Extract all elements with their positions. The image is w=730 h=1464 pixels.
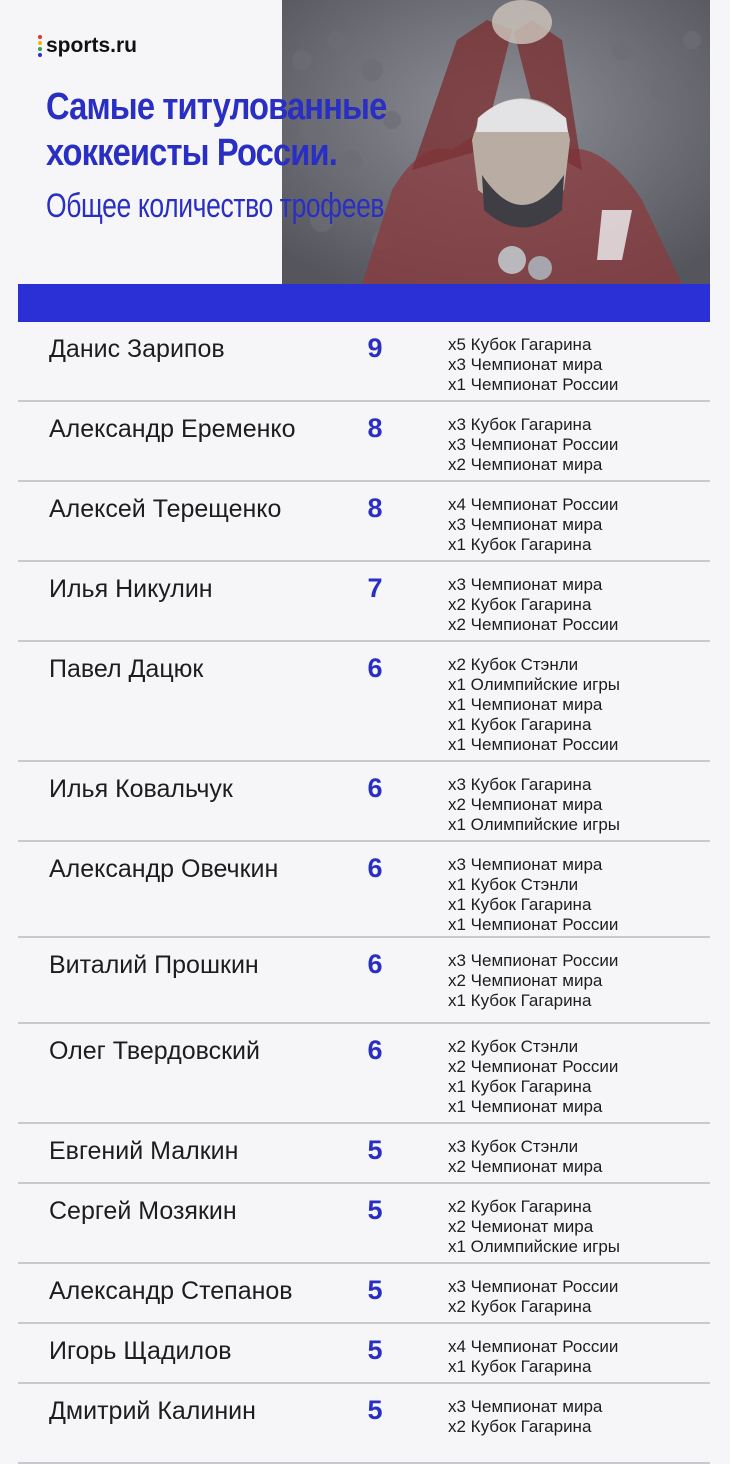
table-row <box>18 1264 710 1324</box>
table-row <box>18 938 710 1024</box>
trophy-item: x1 Кубок Гагарина <box>448 535 592 554</box>
table-row <box>18 1384 710 1464</box>
trophy-item: x2 Чемионат мира <box>448 1217 594 1236</box>
trophy-item: x2 Чемпионат мира <box>448 1157 603 1176</box>
trophy-count: 5 <box>367 1195 383 1225</box>
table-row <box>18 402 710 482</box>
trophy-item: x1 Олимпийские игры <box>448 815 620 834</box>
trophy-list <box>448 415 618 475</box>
trophy-item: x2 Чемпионат России <box>448 1057 619 1076</box>
trophy-list <box>448 335 618 395</box>
trophy-count: 8 <box>367 493 383 523</box>
trophy-count: 5 <box>367 1135 383 1165</box>
trophy-count: 8 <box>367 413 383 443</box>
table-row <box>18 1184 710 1264</box>
trophy-count: 6 <box>367 773 383 803</box>
table-row <box>18 322 710 402</box>
logo-dot-yellow <box>38 41 42 45</box>
trophy-item: x4 Чемпионат России <box>448 1337 619 1356</box>
table-header-bar <box>18 284 710 322</box>
trophy-item: x1 Кубок Гагарина <box>448 1357 592 1376</box>
trophy-count: 6 <box>367 653 383 683</box>
player-name: Дмитрий Калинин <box>49 1397 256 1425</box>
trophy-list <box>448 575 618 635</box>
page-title <box>46 84 386 176</box>
trophy-item: x3 Чемпионат мира <box>448 1397 603 1416</box>
trophy-item: x1 Кубок Гагарина <box>448 1077 592 1096</box>
trophy-list <box>448 1277 618 1317</box>
player-name: Илья Никулин <box>49 575 213 603</box>
player-name: Сергей Мозякин <box>49 1197 237 1225</box>
player-name: Олег Твердовский <box>49 1037 260 1065</box>
logo-dot-blue <box>38 53 42 57</box>
trophy-list <box>448 655 620 755</box>
trophy-item: x1 Олимпийские игры <box>448 675 620 694</box>
title-line-1: Самые титулованные <box>46 86 387 128</box>
trophy-list <box>448 775 620 835</box>
trophy-item: x3 Чемпионат мира <box>448 355 603 374</box>
trophy-item: x2 Кубок Гагарина <box>448 1297 592 1316</box>
table-row <box>18 1024 710 1124</box>
table-row <box>18 842 710 938</box>
trophy-item: x1 Чемпионат мира <box>448 695 603 714</box>
trophy-item: x5 Кубок Гагарина <box>448 335 592 354</box>
trophy-item: x2 Кубок Стэнли <box>448 655 579 674</box>
table-row <box>18 1124 710 1184</box>
trophy-item: x3 Чемпионат мира <box>448 515 603 534</box>
player-name: Илья Ковальчук <box>49 775 233 803</box>
trophy-count: 6 <box>367 853 383 883</box>
player-name: Александр Еременко <box>49 415 296 443</box>
trophy-item: x3 Чемпионат России <box>448 1277 619 1296</box>
trophy-item: x2 Кубок Гагарина <box>448 1417 592 1436</box>
trophy-list <box>448 495 618 555</box>
trophy-item: x3 Кубок Гагарина <box>448 775 592 794</box>
player-name: Алексей Терещенко <box>49 495 282 523</box>
trophy-item: x2 Кубок Гагарина <box>448 1197 592 1216</box>
trophy-item: x3 Чемпионат России <box>448 951 619 970</box>
trophy-item: x3 Кубок Гагарина <box>448 415 592 434</box>
table-row <box>18 1324 710 1384</box>
trophy-count: 6 <box>367 949 383 979</box>
logo-dots-icon <box>38 35 42 57</box>
player-name: Виталий Прошкин <box>49 951 259 979</box>
trophy-item: x1 Олимпийские игры <box>448 1237 620 1256</box>
trophy-item: x3 Кубок Стэнли <box>448 1137 579 1156</box>
trophy-item: x4 Чемпионат России <box>448 495 619 514</box>
trophy-item: x1 Чемпионат мира <box>448 1097 603 1116</box>
trophy-list <box>448 951 618 1011</box>
player-name: Игорь Щадилов <box>49 1337 232 1365</box>
logo-dot-green <box>38 47 42 51</box>
trophy-count: 5 <box>367 1335 383 1365</box>
player-name: Павел Дацюк <box>49 655 204 683</box>
trophy-count: 5 <box>367 1395 383 1425</box>
trophy-item: x3 Чемпионат России <box>448 435 619 454</box>
trophy-item: x1 Чемпионат России <box>448 735 619 754</box>
trophy-item: x2 Чемпионат России <box>448 615 619 634</box>
trophy-item: x1 Кубок Гагарина <box>448 715 592 734</box>
trophy-item: x1 Кубок Гагарина <box>448 991 592 1010</box>
trophy-item: x1 Чемпионат России <box>448 375 619 394</box>
player-name: Данис Зарипов <box>49 335 225 363</box>
table-row <box>18 642 710 762</box>
trophy-item: x1 Чемпионат России <box>448 915 619 934</box>
trophy-item: x1 Кубок Гагарина <box>448 895 592 914</box>
trophy-count: 7 <box>367 573 383 603</box>
trophy-list <box>448 855 618 935</box>
table-row <box>18 762 710 842</box>
player-name: Александр Овечкин <box>49 855 279 883</box>
trophy-item: x2 Чемпионат мира <box>448 455 603 474</box>
trophy-item: x2 Кубок Стэнли <box>448 1037 579 1056</box>
sports-ru-logo[interactable] <box>38 34 137 58</box>
player-name: Александр Степанов <box>49 1277 293 1305</box>
trophy-item: x2 Чемпионат мира <box>448 795 603 814</box>
trophy-count: 5 <box>367 1275 383 1305</box>
trophy-count: 6 <box>367 1035 383 1065</box>
trophy-item: x3 Чемпионат мира <box>448 855 603 874</box>
trophy-item: x3 Чемпионат мира <box>448 575 603 594</box>
trophy-list <box>448 1397 602 1437</box>
header <box>0 0 730 322</box>
table-row <box>18 482 710 562</box>
trophy-item: x2 Кубок Гагарина <box>448 595 592 614</box>
page-subtitle: Общее количество трофеев <box>46 187 385 225</box>
trophy-list <box>448 1137 602 1177</box>
table-row <box>18 562 710 642</box>
trophy-list <box>448 1037 618 1117</box>
player-name: Евгений Малкин <box>49 1137 239 1165</box>
logo-text: sports.ru <box>46 34 138 57</box>
trophy-list <box>448 1337 618 1377</box>
trophy-item: x2 Чемпионат мира <box>448 971 603 990</box>
trophy-item: x1 Кубок Стэнли <box>448 875 579 894</box>
logo-dot-red <box>38 35 42 39</box>
trophy-count: 9 <box>367 333 383 363</box>
trophy-list <box>448 1197 620 1257</box>
players-table <box>18 322 710 1464</box>
title-line-2: хоккеисты России. <box>46 132 337 174</box>
